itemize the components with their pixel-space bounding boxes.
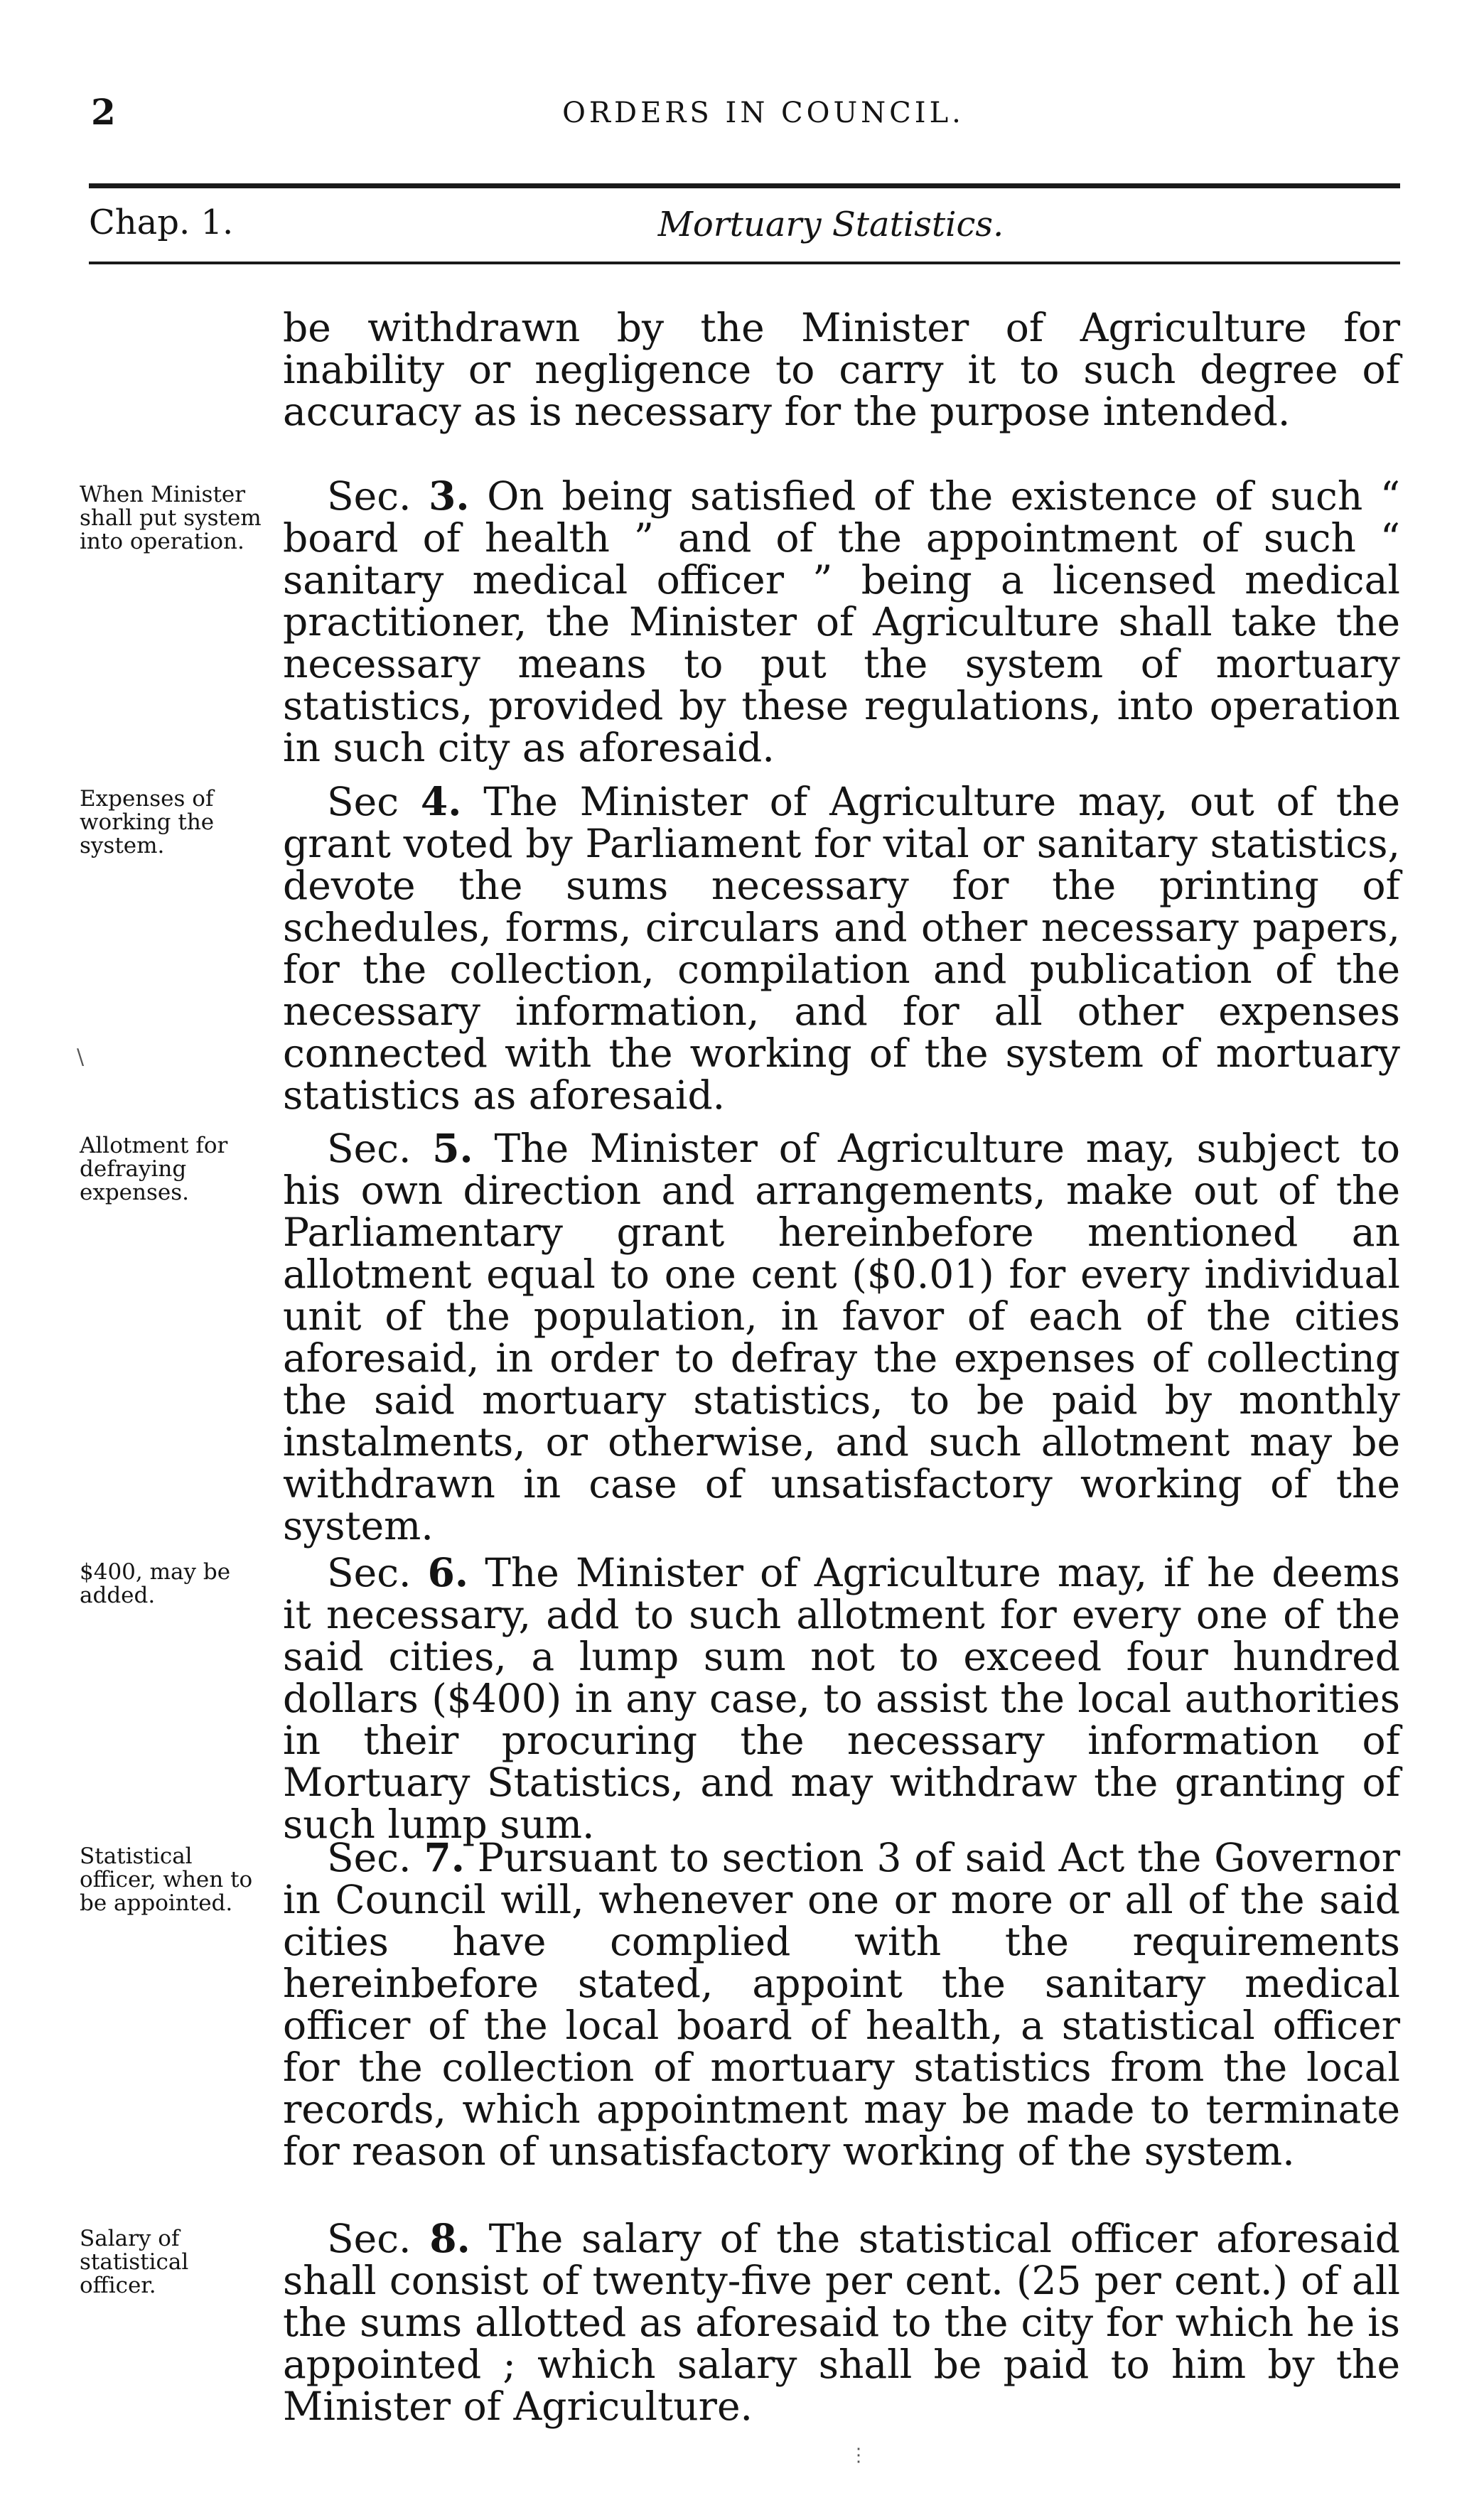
chapter-label: Chap. 1.	[89, 203, 234, 242]
section-label: Sec.	[327, 1126, 412, 1171]
section-number: 4.	[420, 778, 462, 824]
section-text: The Minister of Agriculture may, if he deems it necessary, add to such allotment for every one of the said cities, a lump sum not to exceed four hundred dollars ($400) in any case, to assist the local authorities in their procuring the necessary information of Mortuary Statistics, and may withdraw the granting of such lump sum.	[283, 1550, 1400, 1847]
section-label: Sec	[327, 779, 399, 824]
section-number: 5.	[432, 1125, 473, 1171]
section-6-paragraph	[283, 1551, 1400, 1846]
section-4-paragraph	[283, 780, 1400, 1116]
section-label: Sec.	[327, 473, 412, 519]
section-number: 7.	[424, 1834, 465, 1880]
header-rule-top	[89, 183, 1400, 188]
running-head	[0, 91, 1484, 148]
section-label: Sec.	[327, 1835, 412, 1880]
header-rule-bottom	[89, 262, 1400, 264]
ink-speck: ⋮	[849, 2445, 868, 2466]
ink-speck: \	[77, 1045, 85, 1070]
margin-note-sec-5: Allotment for defraying expenses.	[80, 1133, 228, 1205]
margin-note-sec-4: Expenses of working the system.	[80, 786, 215, 858]
section-5-paragraph	[283, 1127, 1400, 1547]
section-3-paragraph	[283, 475, 1400, 769]
section-text: The salary of the statistical officer aforesaid shall consist of twenty-five per cent. (25 per cent.) of all the sums allotted as aforesaid to the city for which he is appointed ; which salary shall be paid to him by the Minister of Agriculture.	[283, 2216, 1400, 2429]
continuation-paragraph: be withdrawn by the Minister of Agriculture for inability or negligence to carry it to such degree of accuracy as is necessary for the purpose intended.	[283, 305, 1400, 434]
section-text: Pursuant to section 3 of said Act the Governor in Council will, whenever one or more or all of the said cities have complied with the requirements hereinbefore stated, appoint the sanitary medical officer of the local board of health, a statistical officer for the collection of mortuary statistics from the local records, which appointment may be made to terminate for reason of unsatisfactory working of the system.	[283, 1835, 1401, 2174]
section-text: The Minister of Agriculture may, subject to his own direction and arrangements, make out of the Parliamentary grant hereinbefore mentioned an allotment equal to one cent ($0.01) for every individual unit of the population, in favor of each of the cities aforesaid, in order to defray the expenses of collecting the said mortuary statistics, to be paid by monthly instalments, or otherwise, and such allotment may be withdrawn in case of unsatisfactory working of the system.	[283, 1126, 1401, 1549]
margin-note-sec-7: Statistical officer, when to be appointed.	[80, 1843, 253, 1916]
running-title: ORDERS IN COUNCIL.	[562, 97, 964, 129]
section-number: 8.	[429, 2215, 471, 2261]
section-number: 3.	[429, 473, 470, 519]
margin-note-sec-3: When Minister shall put system into operation.	[80, 482, 262, 554]
section-label: Sec.	[327, 1550, 412, 1595]
section-8-paragraph	[283, 2217, 1400, 2428]
section-text: On being satisfied of the existence of such “ board of health ” and of the appointment of such “ sanitary medical officer ” being a licensed medical practitioner, the Minister of Agriculture shall take the necessary means to put the system of mortuary statistics, provided by these regulations, into operation in such city as aforesaid.	[283, 473, 1400, 770]
margin-note-sec-8: Salary of statistical officer.	[80, 2226, 189, 2298]
page-number: 2	[91, 91, 116, 133]
section-number: 6.	[427, 1549, 469, 1595]
section-text: The Minister of Agriculture may, out of the grant voted by Parliament for vital or sanitary statistics, devote the sums necessary for the printing of schedules, forms, circulars and other necessary papers, for the collection, compilation and publication of the necessary information, and for all other expenses connected with the working of the system of mortuary statistics as aforesaid.	[283, 779, 1400, 1118]
section-label: Sec.	[327, 2216, 412, 2261]
margin-note-sec-6: $400, may be added.	[80, 1559, 231, 1608]
section-7-paragraph	[283, 1836, 1400, 2172]
section-title: Mortuary Statistics.	[657, 205, 1004, 244]
